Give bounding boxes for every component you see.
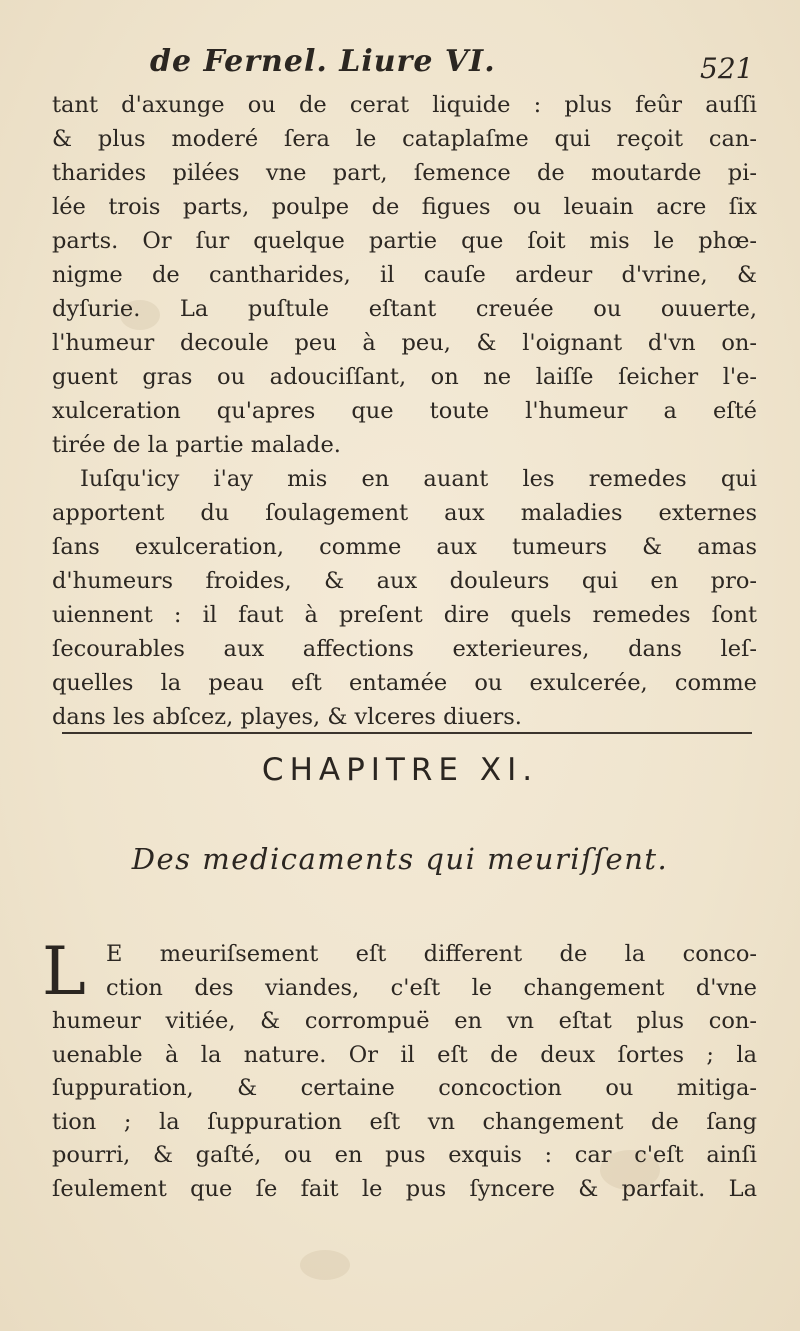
text-line: tirée de la partie malade. — [52, 432, 341, 458]
text-line: dans les abſcez, playes, & vlceres diuers. — [52, 704, 522, 730]
text-line: parts. Or ſur quelque partie que ſoit mis le phœ- — [52, 228, 757, 254]
text-line: apportent du ſoulagement aux maladies externes — [52, 500, 757, 526]
text-line: uiennent : il faut à preſent dire quels remedes ſont — [52, 602, 757, 628]
text-line: d'humeurs froides, & aux douleurs qui en pro- — [52, 568, 757, 594]
text-line: tharides pilées vne part, ſemence de moutarde pi- — [52, 160, 757, 186]
text-line: pourri, & gaſté, ou en pus exquis : car c'eſt ainſi — [52, 1142, 757, 1168]
paper-stain — [300, 1250, 350, 1280]
text-line: Iuſqu'icy i'ay mis en auant les remedes qui — [80, 466, 757, 492]
page-number: 521 — [700, 52, 754, 85]
text-line: ſuppuration, & certaine concoction ou mitiga- — [52, 1075, 757, 1101]
text-block-chapter — [42, 933, 757, 1206]
section-divider — [62, 732, 752, 734]
text-line: humeur vitiée, & corrompuë en vn eſtat plus con- — [52, 1008, 757, 1034]
text-line: lée trois parts, poulpe de figues ou leuain acre ſix — [52, 194, 757, 220]
text-line: dyſurie. La puſtule eſtant creuée ou ouuerte, — [52, 296, 757, 322]
chapter-title: CHAPITRE XI. — [261, 752, 539, 788]
text-line: quelles la peau eſt entamée ou exulcerée, comme — [52, 670, 757, 696]
text-line: E meuriſsement eſt different de la conco- — [106, 941, 757, 967]
text-line: ction des viandes, c'eſt le changement d'vne — [106, 974, 757, 1001]
running-head: de Fernel. Liure VI. — [150, 44, 496, 79]
drop-cap: L — [42, 933, 86, 1010]
text-line: guent gras ou adouciſſant, on ne laiſſe ſeicher l'e- — [52, 364, 757, 390]
text-line: l'humeur decoule peu à peu, & l'oignant d'vn on- — [52, 330, 757, 356]
text-line: xulceration qu'apres que toute l'humeur a eſté — [52, 398, 757, 424]
text-line: tant d'axunge ou de cerat liquide : plus feûr auſſi — [52, 92, 757, 118]
text-line: uenable à la nature. Or il eſt de deux ſortes ; la — [52, 1041, 757, 1068]
text-line: ſecourables aux affections exterieures, dans leſ- — [52, 636, 757, 662]
text-line: tion ; la ſuppuration eſt vn changement de ſang — [52, 1108, 757, 1135]
text-line: ſans exulceration, comme aux tumeurs & amas — [52, 534, 757, 560]
chapter-subtitle: Des medicaments qui meuriſſent. — [131, 842, 669, 876]
text-line: nigme de cantharides, il cauſe ardeur d'vrine, & — [52, 262, 757, 288]
text-line: & plus moderé ſera le cataplaſme qui reçoit can- — [52, 126, 757, 152]
text-block-top — [52, 88, 757, 734]
text-line: ſeulement que ſe fait le pus ſyncere & parfait. La — [52, 1175, 757, 1202]
